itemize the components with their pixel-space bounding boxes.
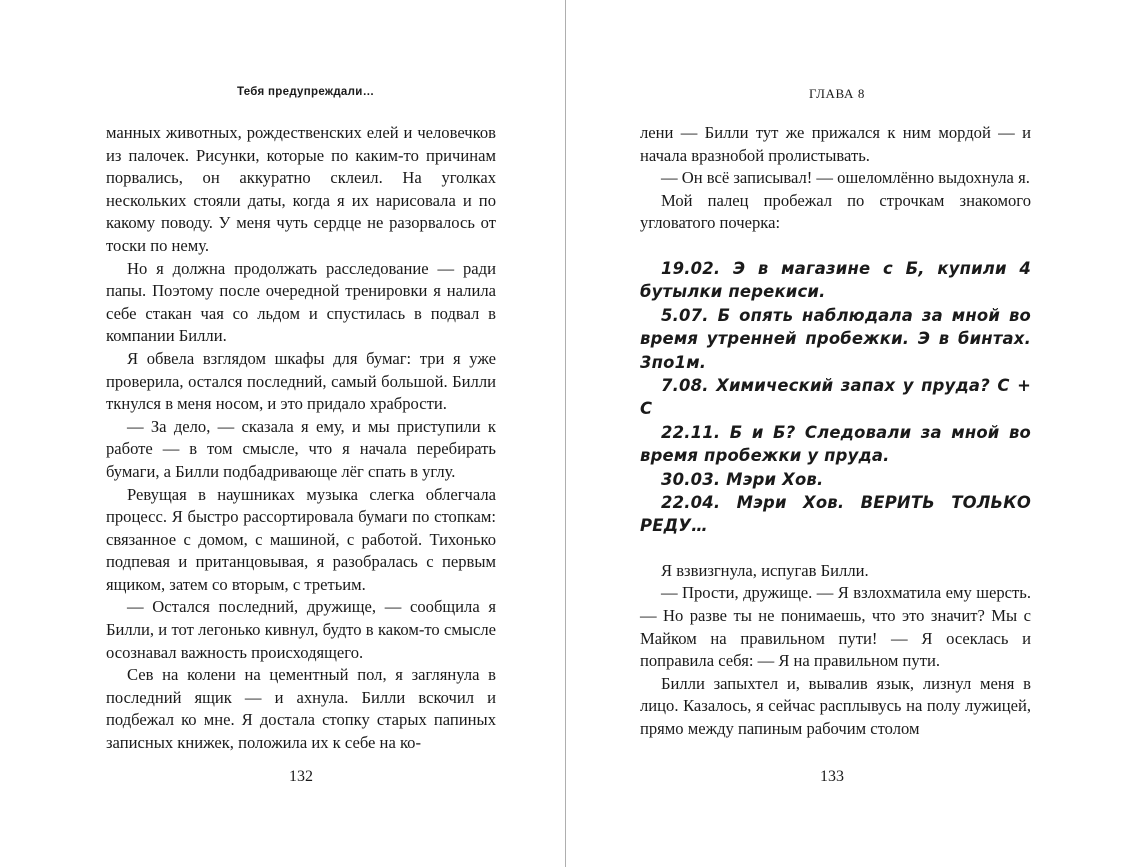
note-entry: 22.11. Б и Б? Следовали за мной во время пробежки у пруда. [640,422,1031,466]
running-head-right: ГЛАВА 8 [809,86,865,101]
paragraph: Сев на колени на цементный пол, я заглянула в последний ящик — и ахнула. Билли вскочил и подбежал ко мне. Я достала стопку старых папиных записных книжек, положила их к себе на ко- [106,665,496,753]
paragraph: Я обвела взглядом шкафы для бумаг: три я уже проверила, остался последний, самый большой. Билли ткнулся в меня носом, и это придало храбрости. [106,348,496,414]
right-page-body [640,122,1031,741]
page-number-right: 133 [820,768,844,785]
paragraph: — Прости, дружище. — Я взлохматила ему шерсть. — Но разве ты не понимаешь, что это значит? Мы с Майком на правильном пути! — Я осеклась и поправила себя: — Я на правильном пути. [640,583,1031,671]
paragraph: лени — Билли тут же прижался к ним мордой — и начала вразнобой пролистывать. [640,123,1031,165]
note-entry: 5.07. Б опять наблюдала за мной во время утренней пробежки. Э в бинтах. 3по1м. [640,305,1031,372]
paragraph: — Остался последний, дружище, — сообщила я Билли, и тот легонько кивнул, будто в каком-то смысле осознавал важность происходящего. [106,597,496,662]
paragraph: Но я должна продолжать расследование — ради папы. Поэтому после очередной тренировки я налила себе стакан чая со льдом и спустилась в подвал в компании Билли. [106,258,496,346]
paragraph: Ревущая в наушниках музыка слегка облегчала процесс. Я быстро рассортировала бумаги по стопкам: связанное с домом, с машиной, с работой. Тихонько подпевая и пританцовывая, я разобралась с первым ящиком, затем со вторым, с третьим. [106,484,496,594]
note-entry: 19.02. Э в магазине с Б, купили 4 бутылки перекиси. [640,258,1031,302]
left-page-body [106,122,496,755]
running-head-left: Тебя предупреждали… [237,86,375,98]
note-entry: 7.08. Химический запах у пруда? С + С [640,376,1031,419]
handwritten-notes [640,257,1031,538]
right-page [566,0,1131,867]
note-entry: 30.03. Мэри Хов. [661,469,824,489]
paragraph: Я взвизгнула, испугав Билли. [661,560,869,580]
paragraph: — За дело, — сказала я ему, и мы приступили к работе — в том смысле, что я начала перебирать бумаги, а Билли подбадривающе лёг спать в углу. [106,416,496,481]
paragraph: Мой палец пробежал по строчкам знакомого угловатого почерка: [640,190,1031,233]
paragraph: Билли запыхтел и, вывалив язык, лизнул меня в лицо. Казалось, я сейчас расплывусь на полу лужицей, прямо между папиным рабочим столом [640,673,1031,738]
paragraph: — Он всё записывал! — ошеломлённо выдохнула я. [661,168,1030,188]
paragraph: манных животных, рождественских елей и человечков из палочек. Рисунки, которые по каким-то причинам порвались, он аккуратно склеил. На уголках нескольких стояли даты, когда я их нарисовала и по какому поводу. У меня чуть сердце не разорвалось от тоски по нему. [106,123,496,255]
page-number-left: 132 [289,768,313,785]
note-entry: 22.04. Мэри Хов. ВЕРИТЬ ТОЛЬКО РЕДУ… [640,493,1031,536]
